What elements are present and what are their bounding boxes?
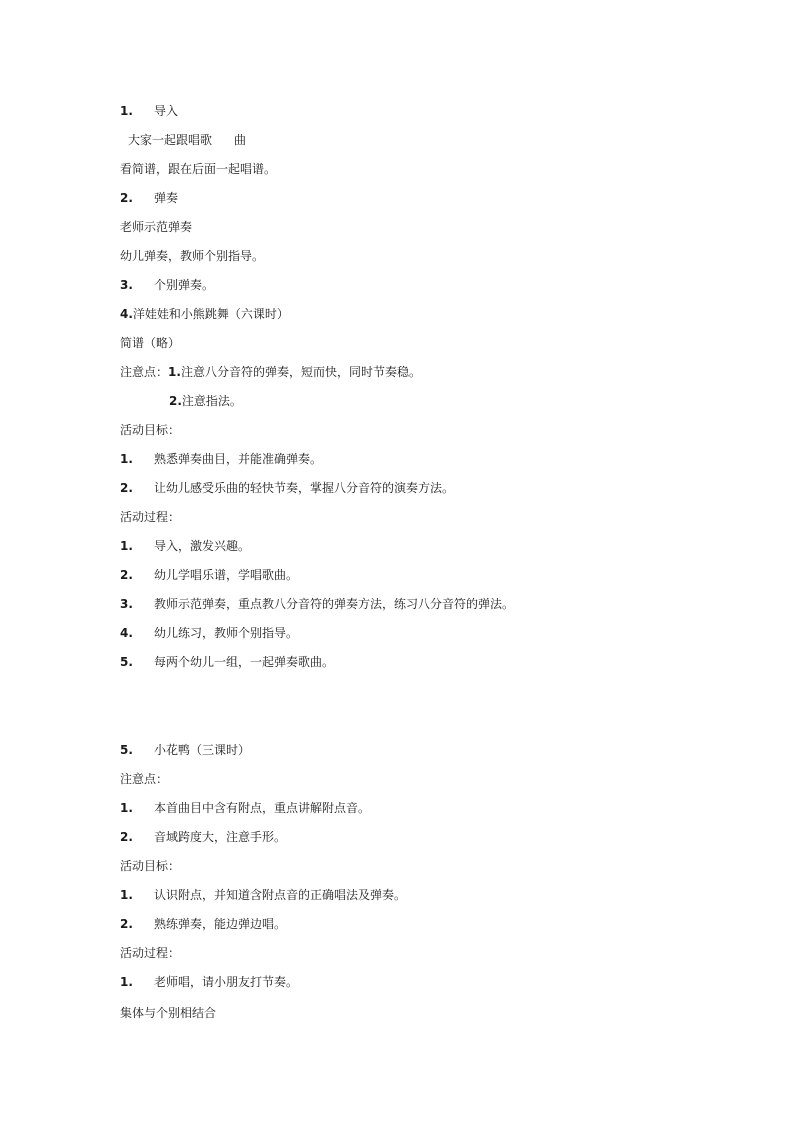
list-number: 1.	[120, 801, 133, 815]
heading-text: 个别弹奏。	[154, 278, 215, 292]
heading-text: 弹奏	[154, 191, 179, 205]
process-item-rhythm	[120, 974, 298, 990]
heading-play	[120, 190, 178, 206]
list-item-text: 幼儿学唱乐谱，学唱歌曲。	[154, 568, 299, 582]
process-item-5	[120, 654, 334, 670]
list-item-text: 导入，激发兴趣。	[154, 539, 251, 553]
goal-item-2	[120, 480, 454, 496]
process-item-4	[120, 625, 298, 641]
paragraph-read-score	[120, 161, 276, 177]
heading-individual	[120, 277, 214, 293]
heading-text: 活动过程：	[120, 510, 181, 524]
list-item-text: 本首曲目中含有附点，重点讲解附点音。	[154, 801, 371, 815]
list-number: 1.	[120, 975, 133, 989]
list-number: 2.	[120, 830, 133, 844]
paragraph-text: 曲	[234, 133, 247, 147]
list-item-text: 熟悉弹奏曲目，并能准确弹奏。	[154, 452, 323, 466]
section-title-text: 洋娃娃和小熊跳舞（六课时）	[132, 307, 289, 321]
paragraph-text: 集体与个别相结合	[120, 1006, 217, 1020]
heading-import	[120, 103, 178, 119]
heading-text: 活动过程：	[120, 946, 181, 960]
list-number: 1.	[120, 104, 133, 118]
paragraph-text: 大家一起跟唱歌	[128, 133, 213, 147]
list-item-text: 幼儿练习，教师个别指导。	[154, 626, 299, 640]
paragraph-teacher-demo	[120, 219, 192, 235]
list-item-text: 让幼儿感受乐曲的轻快节奏，掌握八分音符的演奏方法。	[154, 481, 455, 495]
process-item-3	[120, 596, 514, 612]
notes-text: 注意指法。	[181, 394, 242, 408]
notes-item-dotted	[120, 800, 370, 816]
list-item-text: 教师示范弹奏，重点教八分音符的弹奏方法，练习八分音符的弹法。	[154, 597, 515, 611]
list-item-text: 每两个幼儿一组，一起弹奏歌曲。	[154, 655, 335, 669]
list-number: 1.	[120, 888, 133, 902]
list-item-text: 熟练弹奏，能边弹边唱。	[154, 917, 287, 931]
heading-activity-goals-2	[120, 858, 180, 874]
list-number: 4.	[120, 626, 133, 640]
list-number: 3.	[120, 597, 133, 611]
list-number: 5.	[120, 655, 133, 669]
list-number: 2.	[120, 191, 133, 205]
list-number: 4.	[120, 307, 133, 321]
notes-item-2	[169, 393, 242, 409]
list-number: 2.	[120, 917, 133, 931]
list-number: 5.	[120, 743, 133, 757]
heading-text: 导入	[154, 104, 179, 118]
paragraph-child-play	[120, 248, 264, 264]
goal-item-dotted	[120, 887, 406, 903]
list-number: 1.	[120, 539, 133, 553]
list-number: 1.	[120, 452, 133, 466]
section-title-doll-bear	[120, 306, 289, 322]
goal-item-1	[120, 451, 322, 467]
paragraph-group-individual	[120, 1005, 216, 1021]
notes-text: 注意八分音符的弹奏，短而快，同时节奏稳。	[180, 365, 421, 379]
paragraph-sing-along	[128, 132, 246, 148]
paragraph-text: 老师示范弹奏	[120, 220, 193, 234]
heading-activity-goals	[120, 422, 180, 438]
paragraph-text: 看简谱，跟在后面一起唱谱。	[120, 162, 277, 176]
list-number: 2.	[169, 394, 182, 408]
list-item-text: 老师唱，请小朋友打节奏。	[154, 975, 299, 989]
heading-activity-process	[120, 509, 180, 525]
process-item-1	[120, 538, 250, 554]
heading-text: 活动目标：	[120, 859, 181, 873]
heading-text: 活动目标：	[120, 423, 181, 437]
heading-notes	[120, 771, 168, 787]
list-number: 1.	[168, 365, 181, 379]
section-title-text: 小花鸭（三课时）	[154, 743, 251, 757]
section-title-duckling	[120, 742, 250, 758]
list-number: 2.	[120, 568, 133, 582]
process-item-2	[120, 567, 298, 583]
list-number: 3.	[120, 278, 133, 292]
heading-text: 注意点：	[120, 772, 169, 786]
goal-item-sing-play	[120, 916, 286, 932]
paragraph-text: 简谱（略）	[120, 336, 181, 350]
heading-activity-process-2	[120, 945, 180, 961]
list-item-text: 认识附点，并知道含附点音的正确唱法及弹奏。	[154, 888, 407, 902]
list-number: 2.	[120, 481, 133, 495]
list-item-text: 音域跨度大，注意手形。	[154, 830, 287, 844]
paragraph-text: 幼儿弹奏，教师个别指导。	[120, 249, 265, 263]
notes-item-range	[120, 829, 286, 845]
paragraph-score-omitted	[120, 335, 180, 351]
notes-label: 注意点：	[120, 365, 169, 379]
notes-item-1	[120, 364, 421, 380]
